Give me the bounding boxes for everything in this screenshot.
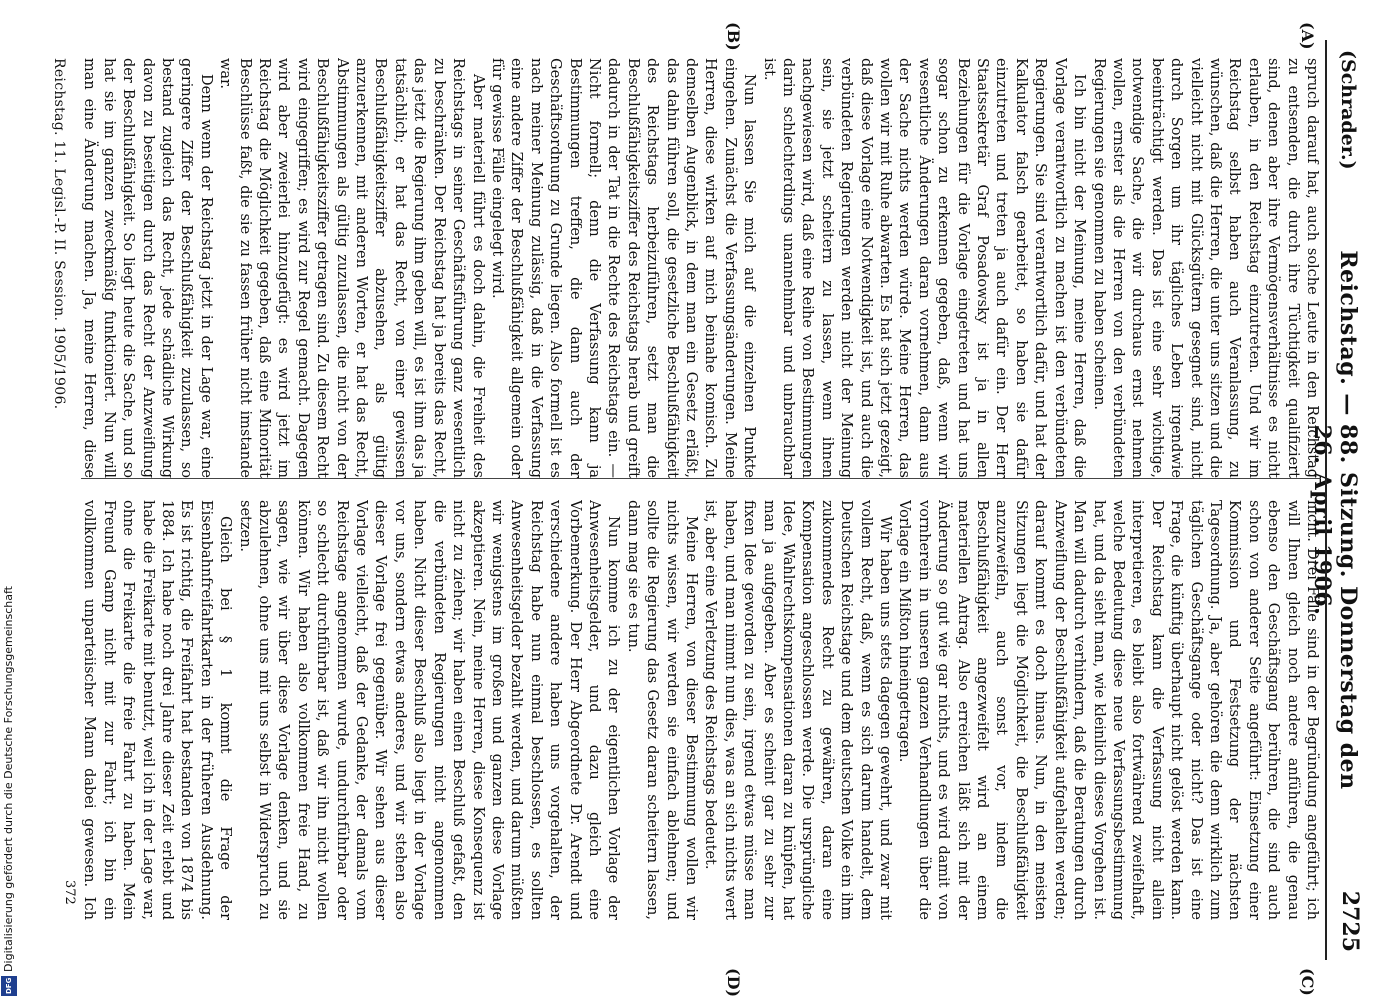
right-column xyxy=(81,500,1321,920)
margin-marker-a: (A) xyxy=(1298,22,1317,50)
page-title: Reichstag. — 88. Sitzung. Donnerstag den 26. April 1906. xyxy=(1309,250,1361,790)
paragraph: Gleich bei § 1 kommt die Frage der Eisenbahnfreifahrtkarten in der früheren Ausdehnung. Es ist richtig, die Freifahrt hat bestanden von 1874 bis 1884. Ich habe noch drei Jahre dieser Zeit erlebt und habe die Freikarte mit benutzt, weil ich in der Lage war, ohne die Freikarte die freie Fahrt zu haben. Mein Freund Gamp nicht mit zur Fahrt; ich bin ein vollkommen unparteiischer Mann dabei gewesen. Ich xyxy=(81,500,234,920)
column-divider xyxy=(81,478,1321,479)
margin-marker-b: (B) xyxy=(724,22,743,51)
paragraph: Aber materiell führt es doch dahin, die Freiheit des Reichstags in seiner Geschäftsführung ganz wesentlich zu beschränken. Der Reichstag hat ja bereits das Recht, das jetzt die Regierung ihm geben will, es ist ihm das ja tatsächlich; er hat das Recht, von einer gewissen Beschlußfähigkeitsziffer abzusehen, als gültig anzuerkennen, mit anderen Worten, er hat das Recht, Abstimmungen als gültig zuzulassen, die nicht von der Beschlußfähigkeitsziffer getragen sind. Zu diesem Recht wird eingegriffen; es wird zur Regel gemacht. Dagegen wird aber zweierlei hinzugefügt: es wird jetzt im Reichstag die Möglichkeit gegeben, daß eine Minorität Beschlüsse faßt, die sie zu fassen früher nicht imstande war. xyxy=(217,58,486,478)
footer-page-number: 372 xyxy=(62,880,77,905)
paragraph: Ich bin nicht der Meinung, meine Herren, daß die Vorlage verantwortlich zu machen ist den verbündeten Regierungen. Sie sind verantwortlich dafür, und hat der Kalkulator falsch gearbeitet, so haben sie dafür einzutreten und treten ja auch dafür ein. Der Herr Staatssekretär Graf Posadowsky ist ja in allen Beziehungen für die Vorlage eingetreten und hat uns sogar schon zu erkennen gegeben, daß, wenn wir wesentliche Änderungen daran vornehmen, dann aus der Sache nichts werden würde. Meine Herren, das wollen wir mit Ruhe abwarten. Es hat sich jetzt gezeigt, daß diese Vorlage eine Notwendigkeit ist, und auch die verbündeten Regierungen werden nicht der Meinung sein, sie jetzt scheitern zu lassen, wenn ihnen nachgewiesen wird, daß eine Reihe von Bestimmungen darin schlechterdings unannehmbar und unbrauchbar ist. xyxy=(760,58,1088,478)
digitization-credit xyxy=(0,0,18,1000)
left-column xyxy=(81,58,1321,478)
header-rule xyxy=(1325,40,1327,960)
dfg-logo-icon: DFG xyxy=(1,976,17,996)
paragraph: Nun komme ich zu der eigentlichen Vorlage der Anwesenheitsgelder, und dazu gleich eine Vorbemerkung. Der Herr Abgeordnete Dr. Arendt und verschiedene andere haben uns vorgehalten, der Reichstag habe nun einmal beschlossen, es sollten Anwesenheitsgelder bezahlt werden, und darum müßten wir wenigstens im großen und ganzen diese Vorlage akzeptieren. Nein, meine Herren, diese Konsequenz ist nicht zu ziehen; wir haben einen Beschluß gefaßt, den die verbündeten Regierungen nicht angenommen haben. Nicht dieser Beschluß also liegt in der Vorlage vor uns, sondern etwas anderes, und wir stehen also dieser Vorlage frei gegenüber. Wir sehen aus dieser Vorlage vielleicht, daß der Gedanke, der damals vom Reichstage angenommen wurde, undurchführbar oder so schlecht durchführbar ist, daß wir ihn nicht wollen können. Wir haben also vollkommen freie Hand, zu sagen, wie wir über diese Vorlage denken, und sie abzulehnen, ohne uns mit uns selbst in Widerspruch zu setzen. xyxy=(236,500,622,920)
paragraph: spruch darauf hat, auch solche Leute in den Reichstag zu entsenden, die durch ihre Tüchtigkeit qualifiziert sind, denen aber ihre Vermögensverhältnisse es nicht erlauben, in den Reichstag einzutreten. Und wir im Reichstag selbst haben auch Veranlassung, zu wünschen, daß die Herren, die unter uns sitzen und die vielleicht nicht mit Glücksgütern gesegnet sind, nicht durch Sorgen um ihr tägliches Leben irgendwie beeinträchtigt werden. Das ist eine sehr wichtige, notwendige Sache, die wir durchaus ernst nehmen wollen, ernster als die Herren von den verbündeten Regierungen sie genommen zu haben scheinen. xyxy=(1090,58,1320,478)
page-header xyxy=(1309,40,1365,960)
paragraph: Denn wenn der Reichstag jetzt in der Lage war, eine geringere Ziffer der Beschlußfähigkeit zuzulassen, so bestand zugleich das Recht, jede schädliche Wirkung davon zu beseitigen durch das Recht der Anzweiflung der Beschlußfähigkeit. So liegt heute die Sache, und so hat sie im ganzen zweckmäßig funktioniert. Nun will man eine Änderung machen. Ja, meine Herren, diese xyxy=(81,58,214,478)
paragraph: Wir haben uns stets dagegen gewehrt, und zwar mit vollem Recht, daß, wenn es sich darum handelt, dem Deutschen Reichstage und dem deutschen Volke ein ihm zukommendes Recht zu gewähren, daran eine Kompensation angeschlossen werde. Die ursprüngliche Idee, Wahlrechtskompensationen daran zu knüpfen, hat man ja aufgegeben. Aber es scheint gar zu sehr zur fixen Idee geworden zu sein, irgend etwas müsse man haben, und man nimmt nun dies, was an sich nichts wert ist, aber eine Verletzung des Reichstags bedeutet. xyxy=(702,500,894,920)
page-number: 2725 xyxy=(1337,890,1363,952)
footer-session-info: Reichstag. 11. Legisl.-P. II. Session. 1905/1906. xyxy=(51,58,67,410)
paragraph: Meine Herren, von dieser Bestimmung wollen wir nichts wissen, wir werden sie einfach ablehnen; und sollte die Regierung das Gesetz daran scheitern lassen, dann mag sie es tun. xyxy=(624,500,699,920)
credit-text: Digitalisierung gefördert durch die Deutsche Forschungsgemeinschaft xyxy=(2,586,15,972)
speaker-tag: (Schrader.) xyxy=(1337,50,1359,170)
paragraph: nicht. Drei Fälle sind in der Begründung angeführt; ich will Ihnen gleich noch andere anführen, die genau ebenso den Geschäftsgang berühren, die sind auch schon von anderer Seite angeführt: Einsetzung einer Kommission und Festsetzung der nächsten Tagesordnung. Ja, aber gehören die denn wirklich zum täglichen Geschäftsgange oder nicht? Das ist eine Frage, die künftig überhaupt nicht gelöst werden kann. Der Reichstag kann die Verfassung nicht allein interpretieren, es bleibt also fortwährend zweifelhaft, welche Bedeutung diese neue Verfassungsbestimmung hat, und da sieht man, wie kleinlich dieses Vorgehen ist. Man will dadurch verhindern, daß die Beratungen durch Anzweiflung der Beschlußfähigkeit aufgehalten werden; darauf kommt es doch hinaus. Nun, in den meisten Sitzungen liegt die Möglichkeit, die Beschlußfähigkeit anzuzweifeln, auch sonst vor, indem die Beschlußfähigkeit angezweifelt wird an einem materiellen Antrag. Also erreichen läßt sich mit der Änderung so gut wie gar nichts, und es wird damit von vornherein in unseren ganzen Verhandlungen über die Vorlage ein Mißton hineingetragen. xyxy=(896,500,1320,920)
margin-marker-d: (D) xyxy=(724,968,743,998)
paragraph: Nun lassen Sie mich auf die einzelnen Punkte eingehen. Zunächst die Verfassungsänderungen. Meine Herren, diese wirken auf mich beinahe komisch. Zu demselben Augenblick, in dem man ein Gesetz erläßt, das dahin führen soll, die gesetzliche Beschlußfähigkeit des Reichstags herbeizuführen, setzt man die Beschlußfähigkeitsziffer des Reichstags herab und greift dadurch in der Tat in die Rechte des Reichstags ein. — Nicht formell; denn die Verfassung kann ja Bestimmungen treffen, die dann auch der Geschäftsordnung zu Grunde liegen. Also formell ist es nach meiner Meinung zulässig, daß in die Verfassung eine andere Ziffer der Beschlußfähigkeit allgemein oder für gewisse Fälle eingelegt wird. xyxy=(488,58,758,478)
margin-marker-c: (C) xyxy=(1298,968,1317,996)
